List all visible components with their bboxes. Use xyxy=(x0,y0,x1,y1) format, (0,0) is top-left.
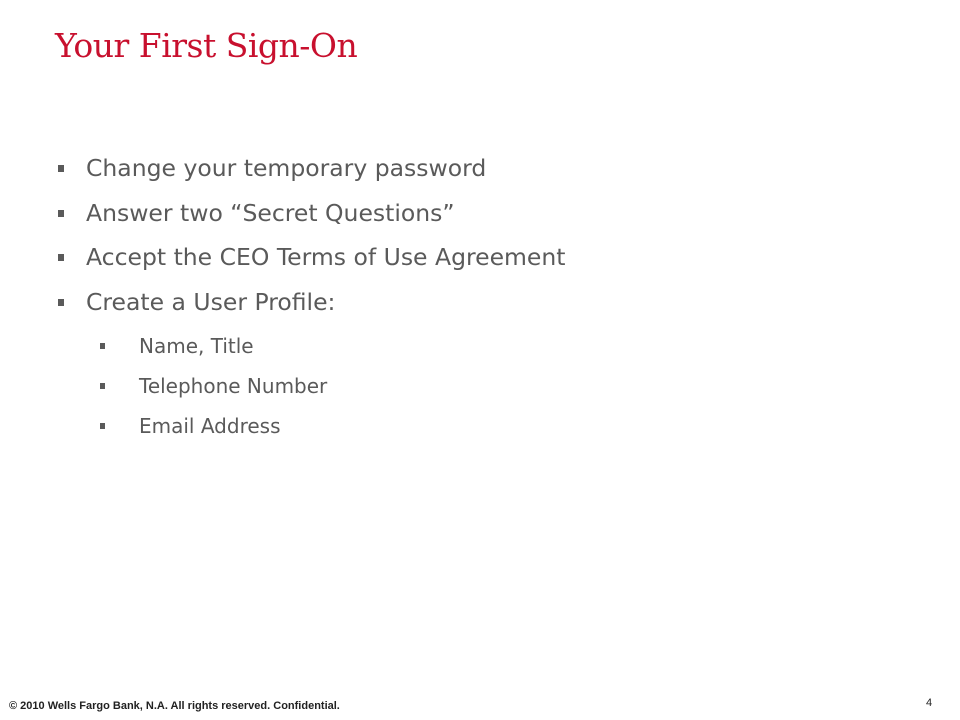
square-bullet-icon xyxy=(58,165,64,172)
square-bullet-icon xyxy=(58,210,64,217)
square-bullet-icon xyxy=(100,383,105,389)
page-number: 4 xyxy=(926,697,933,709)
square-bullet-icon xyxy=(100,343,105,349)
bullet-text: Answer two “Secret Questions” xyxy=(86,198,455,227)
bullet-list xyxy=(58,150,918,448)
bullet-text: Change your temporary password xyxy=(86,154,487,182)
bullet-item xyxy=(58,284,918,329)
sub-bullet-item xyxy=(58,328,918,368)
square-bullet-icon xyxy=(58,254,64,261)
sub-bullet-text: Telephone Number xyxy=(139,374,328,398)
sub-bullet-text: Name, Title xyxy=(139,334,254,358)
slide-title: Your First Sign-On xyxy=(55,26,358,65)
bullet-item xyxy=(58,239,918,284)
sub-bullet-text: Email Address xyxy=(139,414,281,438)
bullet-item xyxy=(58,150,918,195)
bullet-text: Create a User Profile: xyxy=(86,287,336,316)
square-bullet-icon xyxy=(100,423,105,429)
bullet-item xyxy=(58,195,918,240)
bullet-text: Accept the CEO Terms of Use Agreement xyxy=(86,243,566,271)
square-bullet-icon xyxy=(58,299,64,306)
footer-copyright: © 2010 Wells Fargo Bank, N.A. All rights reserved. Confidential. xyxy=(9,700,340,712)
sub-bullet-item xyxy=(58,408,918,448)
sub-bullet-item xyxy=(58,368,918,408)
